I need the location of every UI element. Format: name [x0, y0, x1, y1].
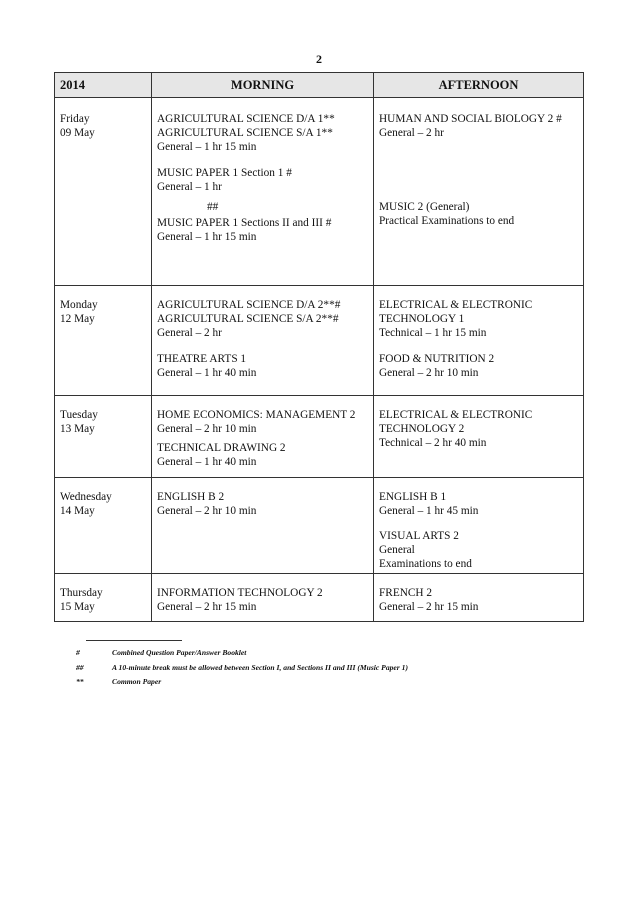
day-name: Tuesday	[60, 409, 98, 421]
exam-line: ENGLISH B 2	[157, 491, 225, 503]
day-cell	[55, 286, 152, 396]
table-row	[55, 396, 584, 478]
afternoon-cell	[374, 478, 584, 574]
footnote-symbol: **	[76, 677, 84, 686]
exam-line: HUMAN AND SOCIAL BIOLOGY 2 #	[379, 113, 562, 125]
header-afternoon: AFTERNOON	[374, 73, 584, 98]
footnote-symbol: #	[76, 648, 80, 657]
day-date: 09 May	[60, 127, 95, 139]
duration-line: General – 1 hr 45 min	[379, 505, 479, 517]
duration-line: General – 2 hr	[379, 127, 444, 139]
afternoon-cell	[374, 286, 584, 396]
duration-line: General – 2 hr 15 min	[157, 601, 257, 613]
duration-line: General – 1 hr 15 min	[157, 231, 257, 243]
footnote-divider	[86, 640, 182, 641]
exam-line: INFORMATION TECHNOLOGY 2	[157, 587, 323, 599]
footnote-item	[58, 677, 161, 686]
morning-cell	[152, 396, 374, 478]
morning-cell	[152, 574, 374, 622]
duration-line: General – 2 hr 10 min	[157, 505, 257, 517]
exam-line: TECHNICAL DRAWING 2	[157, 442, 286, 454]
day-cell	[55, 396, 152, 478]
table-row	[55, 98, 584, 286]
footnote-item	[58, 648, 246, 657]
afternoon-cell	[374, 396, 584, 478]
duration-line: Practical Examinations to end	[379, 215, 515, 227]
table-row	[55, 478, 584, 574]
afternoon-cell	[374, 574, 584, 622]
exam-line: AGRICULTURAL SCIENCE S/A 2**#	[157, 313, 339, 325]
table-header-row	[55, 73, 584, 98]
day-cell	[55, 478, 152, 574]
exam-schedule-table	[54, 72, 584, 622]
duration-line: General – 2 hr 15 min	[379, 601, 479, 613]
header-year: 2014	[55, 73, 152, 98]
header-morning: MORNING	[152, 73, 374, 98]
duration-line: General – 2 hr 10 min	[379, 367, 479, 379]
exam-line: MUSIC PAPER 1 Sections II and III #	[157, 217, 332, 229]
exam-line: VISUAL ARTS 2	[379, 530, 459, 542]
day-cell	[55, 574, 152, 622]
duration-line: General – 1 hr 15 min	[157, 141, 257, 153]
footnote-text: Common Paper	[112, 677, 162, 686]
exam-line: TECHNOLOGY 2	[379, 423, 465, 435]
afternoon-cell	[374, 98, 584, 286]
exam-line: AGRICULTURAL SCIENCE D/A 2**#	[157, 299, 341, 311]
exam-line: FRENCH 2	[379, 587, 433, 599]
table-row	[55, 574, 584, 622]
duration-line: General – 1 hr	[157, 181, 222, 193]
day-date: 14 May	[60, 505, 95, 517]
duration-line: General – 2 hr 10 min	[157, 423, 257, 435]
day-name: Thursday	[60, 587, 103, 599]
exam-line: HOME ECONOMICS: MANAGEMENT 2	[157, 409, 356, 421]
day-name: Friday	[60, 113, 90, 125]
exam-line: ELECTRICAL & ELECTRONIC	[379, 409, 533, 421]
day-date: 12 May	[60, 313, 95, 325]
day-date: 15 May	[60, 601, 95, 613]
exam-line: TECHNOLOGY 1	[379, 313, 465, 325]
morning-cell	[152, 478, 374, 574]
morning-cell	[152, 98, 374, 286]
exam-line: ELECTRICAL & ELECTRONIC	[379, 299, 533, 311]
duration-line: General – 1 hr 40 min	[157, 367, 257, 379]
day-name: Monday	[60, 299, 98, 311]
duration-line: Examinations to end	[379, 558, 472, 570]
break-marker: ##	[207, 201, 219, 213]
day-name: Wednesday	[60, 491, 112, 503]
footnote-item	[58, 663, 408, 672]
day-date: 13 May	[60, 423, 95, 435]
footnote-text: A 10-minute break must be allowed between Section I, and Sections II and III (Music Paper 1)	[112, 663, 408, 672]
footnote-symbol: ##	[76, 663, 84, 672]
page-number: 2	[316, 52, 322, 66]
table-row	[55, 286, 584, 396]
duration-line: General – 2 hr	[157, 327, 222, 339]
duration-line: Technical – 1 hr 15 min	[379, 327, 487, 339]
exam-line: AGRICULTURAL SCIENCE D/A 1**	[157, 113, 335, 125]
exam-line: MUSIC PAPER 1 Section 1 #	[157, 167, 292, 179]
day-cell	[55, 98, 152, 286]
exam-line: ENGLISH B 1	[379, 491, 447, 503]
footnote-text: Combined Question Paper/Answer Booklet	[112, 648, 247, 657]
exam-line: AGRICULTURAL SCIENCE S/A 1**	[157, 127, 333, 139]
duration-line: General	[379, 544, 415, 556]
morning-cell	[152, 286, 374, 396]
exam-line: MUSIC 2 (General)	[379, 201, 470, 213]
duration-line: General – 1 hr 40 min	[157, 456, 257, 468]
duration-line: Technical – 2 hr 40 min	[379, 437, 487, 449]
exam-line: THEATRE ARTS 1	[157, 353, 247, 365]
exam-line: FOOD & NUTRITION 2	[379, 353, 495, 365]
